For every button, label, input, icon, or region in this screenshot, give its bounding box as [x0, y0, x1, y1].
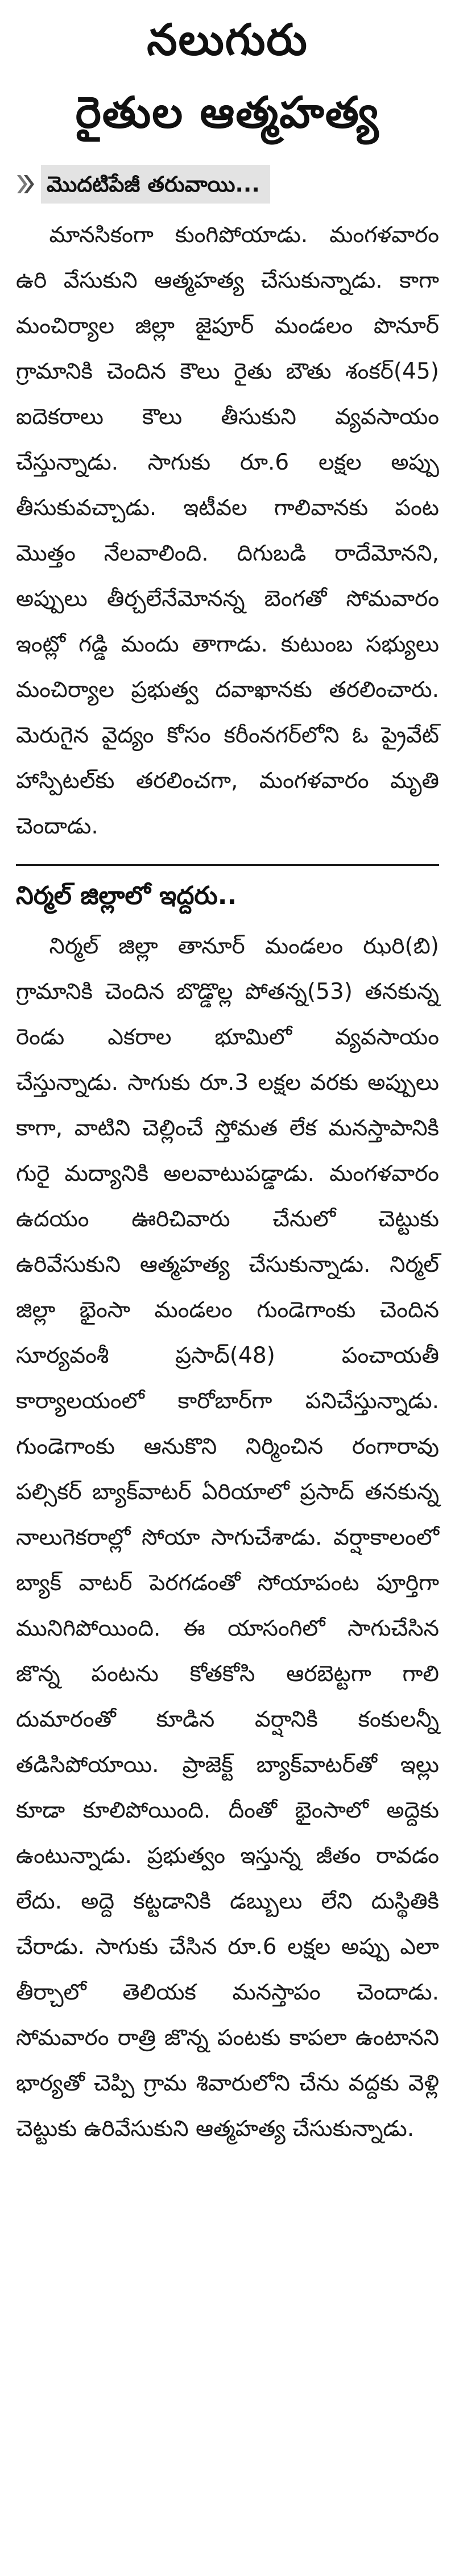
headline-line-2: రైతుల ఆత్మహత్య [75, 87, 380, 138]
headline [16, 0, 439, 149]
double-chevron-right-icon [16, 173, 35, 196]
paragraph-2: నిర్మల్ జిల్లా తానూర్ మండలం ఝరి(బి) గ్రామానికి చెందిన బొడ్డొల్ల పోతన్న(53) తనకున్న రెండు ఎకరాల భూమిలో వ్యవసాయం చేస్తున్నాడు. సాగుకు రూ.3 లక్షల వరకు అప్పులు కాగా, వాటిని చెల్లించే స్తోమత లేక మనస్తాపానికి గురై మద్యానికి అలవాటుపడ్డాడు. మంగళవారం ఉదయం ఊరిచివారు చేనులో చెట్టుకు ఉరివేసుకుని ఆత్మహత్య చేసుకున్నాడు. నిర్మల్ జిల్లా భైంసా మండలం గుండెగాంకు చెందిన సూర్యవంశీ ప్రసాద్(48) పంచాయతీ కార్యాలయంలో కారోబార్‌గా పనిచేస్తున్నాడు. గుండెగాంకు ఆనుకొని నిర్మించిన రంగారావు పల్సికర్ బ్యాక్‌వాటర్ ఏరియాలో ప్రసాద్ తనకున్న నాలుగెకరాల్లో సోయా సాగుచేశాడు. వర్షాకాలంలో బ్యాక్ వాటర్ పెరగడంతో సోయాపంట పూర్తిగా మునిగిపోయింది. ఈ యాసంగిలో సాగుచేసిన జొన్న పంటను కోతకోసి ఆరబెట్టగా గాలి దుమారంతో కూడిన వర్షానికి కంకులన్నీ తడిసిపోయాయి. ప్రాజెక్ట్ బ్యాక్‌వాటర్‌తో ఇల్లు కూడా కూలిపోయింది. దీంతో భైంసాలో అద్దెకు ఉంటున్నాడు. ప్రభుత్వం ఇస్తున్న జీతం రావడం లేదు. అద్దె కట్టడానికి డబ్బులు లేని దుస్థితికి చేరాడు. సాగుకు చేసిన రూ.6 లక్షల అప్పు ఎలా తీర్చాలో తెలియక మనస్తాపం చెందాడు. సోమవారం రాత్రి జొన్న పంటకు కాపలా ఉంటానని భార్యతో చెప్పి గ్రామ శివారులోని చేను వద్దకు వెళ్లి చెట్టుకు ఉరివేసుకుని ఆత్మహత్య చేసుకున్నాడు. [16, 934, 439, 2142]
paragraph-1: మానసికంగా కుంగిపోయాడు. మంగళవారం ఉరి వేసుకుని ఆత్మహత్య చేసుకున్నాడు. కాగా మంచిర్యాల జిల్లా జైపూర్ మండలం పొనూర్ గ్రామానికి చెందిన కౌలు రైతు బౌతు శంకర్(45) ఐదెకరాలు కౌలు తీసుకుని వ్యవసాయం చేస్తున్నాడు. సాగుకు రూ.6 లక్షల అప్పు తీసుకువచ్చాడు. ఇటీవల గాలివానకు పంట మొత్తం నేలవాలింది. దిగుబడి రాదేమోనని, అప్పులు తీర్చలేనేమోనన్న బెంగతో సోమవారం ఇంట్లో గడ్డి మందు తాగాడు. కుటుంబ సభ్యులు మంచిర్యాల ప్రభుత్వ దవాఖానకు తరలించారు. మెరుగైన వైద్యం కోసం కరీంనగర్‌లోని ఓ ప్రైవేట్ హాస్పిటల్‌కు తరలించగా, మంగళవారం మృతి చెందాడు. [16, 222, 439, 839]
continuation-label: మొదటిపేజీ తరువాయి... [41, 165, 270, 204]
section-2-heading: నిర్మల్ జిల్లాలో ఇద్దరు.. [16, 881, 237, 910]
section-divider [16, 864, 439, 866]
headline-line-1: నలుగురు [147, 14, 308, 65]
continuation-kicker [16, 164, 439, 205]
